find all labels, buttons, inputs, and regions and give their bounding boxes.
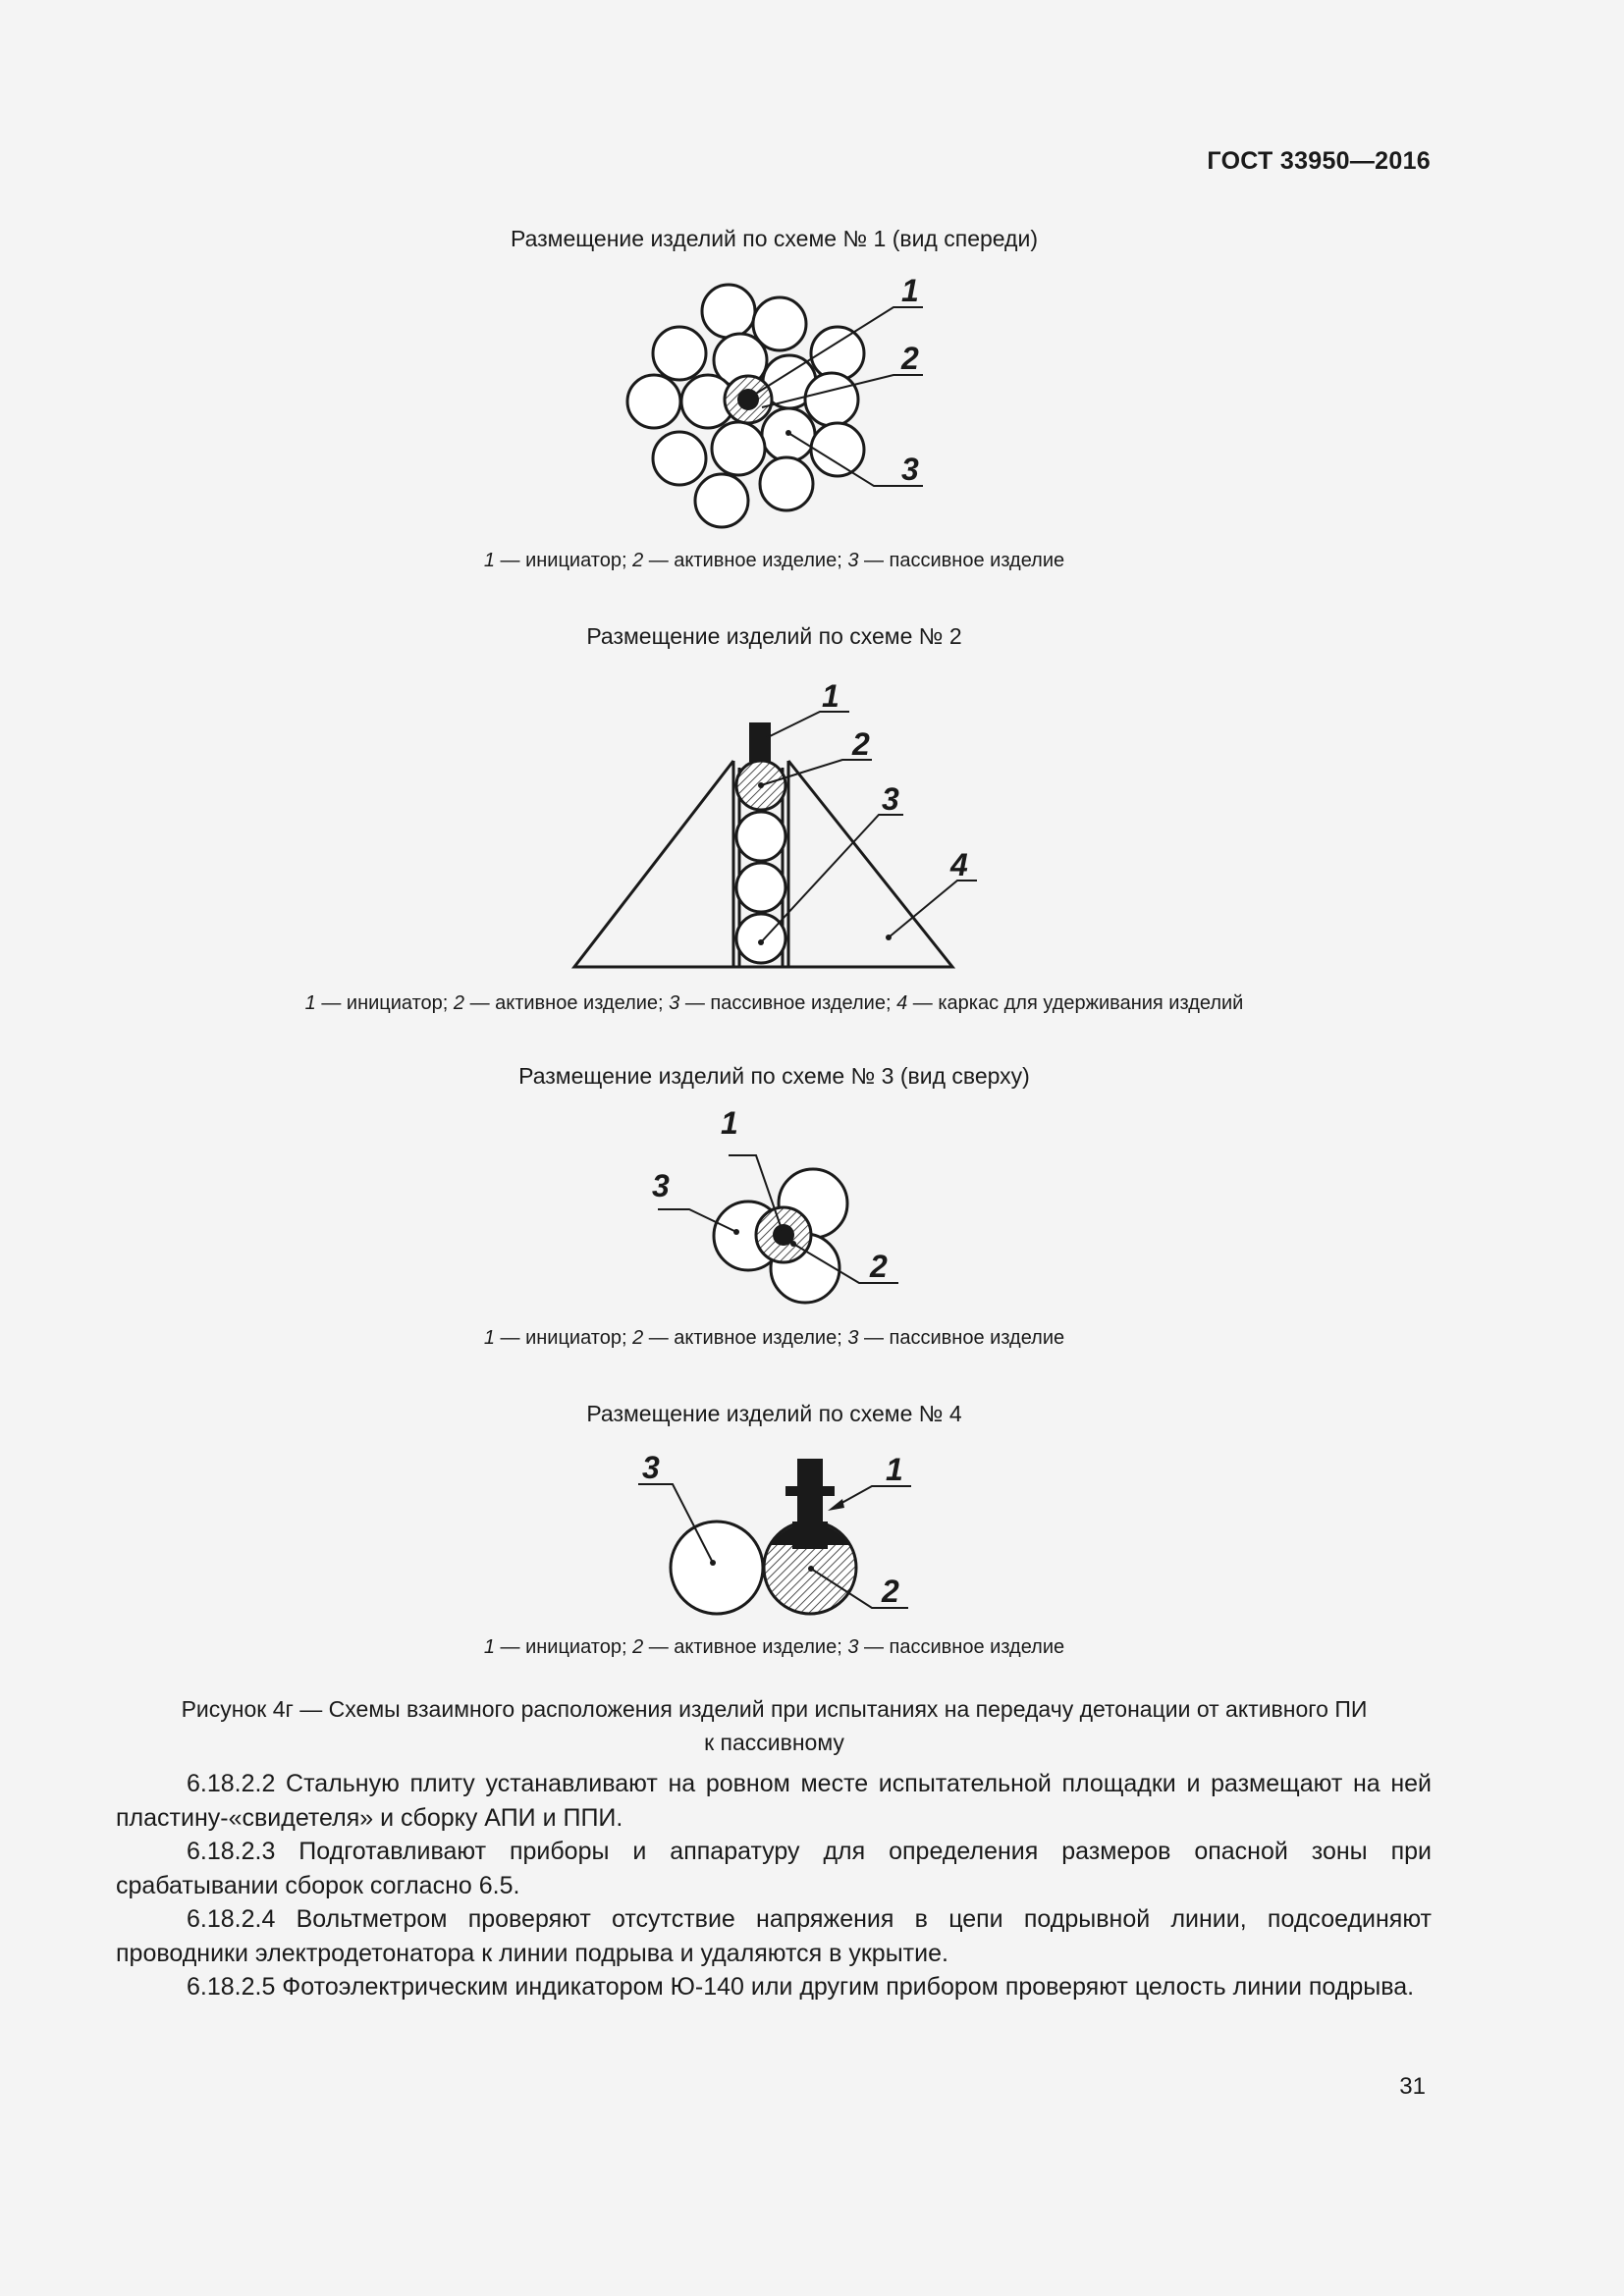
scheme4-figure xyxy=(628,1443,943,1629)
scheme1-passive-item xyxy=(653,432,706,485)
scheme1-passive-item xyxy=(712,422,765,475)
scheme2-passive-item xyxy=(736,812,785,861)
scheme1-passive-item xyxy=(627,375,680,428)
scheme2-passive-item xyxy=(736,914,785,963)
figure-caption-line2: к пассивному xyxy=(704,1730,844,1755)
scheme3-title: Размещение изделий по схеме № 3 (вид сверху) xyxy=(518,1063,1030,1089)
page-number: 31 xyxy=(1399,2073,1426,2100)
scheme2-leader-4 xyxy=(889,881,977,937)
scheme4-legend: 1 — инициатор; 2 — активное изделие; 3 — пассивное изделие xyxy=(483,1636,1065,1658)
scheme1-initiator xyxy=(737,389,759,410)
scheme2-label-4: 4 xyxy=(950,847,968,882)
scheme2-title: Размещение изделий по схеме № 2 xyxy=(586,623,962,649)
scheme2-label-2: 2 xyxy=(852,726,870,762)
scheme1-figure xyxy=(609,265,943,540)
figure-caption-line1: Рисунок 4г — Схемы взаимного расположения изделий при испытаниях на передачу детонации от активного ПИ xyxy=(181,1696,1368,1722)
figure-caption xyxy=(108,1692,1440,1759)
scheme1-passive-item xyxy=(695,474,748,527)
scheme2-label-1: 1 xyxy=(822,678,839,714)
scheme1-legend: 1 — инициатор; 2 — активное изделие; 3 — пассивное изделие xyxy=(483,550,1065,571)
scheme1-label-1: 1 xyxy=(901,273,919,308)
scheme2-leader-1 xyxy=(766,712,849,738)
scheme4-label-2: 2 xyxy=(882,1574,899,1609)
scheme1-label-3: 3 xyxy=(901,452,919,487)
scheme3-label-3: 3 xyxy=(652,1168,670,1203)
scheme1-passive-item xyxy=(760,457,813,510)
scheme4-leader-1 xyxy=(837,1486,911,1506)
scheme2-initiator xyxy=(749,722,771,762)
scheme2-figure xyxy=(565,667,997,982)
paragraph: 6.18.2.5 Фотоэлектрическим индикатором Ю-140 или другим прибором проверяют целость линии подрыва. xyxy=(187,1973,1415,2001)
scheme4-label-1: 1 xyxy=(886,1452,903,1487)
body-text xyxy=(116,1767,1432,2004)
scheme1-passive-item xyxy=(805,373,858,426)
scheme3-figure xyxy=(628,1104,923,1315)
scheme2-legend: 1 — инициатор; 2 — активное изделие; 3 — пассивное изделие; 4 — каркас для удерживания изделий xyxy=(304,992,1244,1014)
scheme2-label-3: 3 xyxy=(882,781,899,817)
paragraph: 6.18.2.2 Стальную плиту устанавливают на ровном месте испытательной площадки и размещают на ней пластину-«свидетеля» и сборку АПИ и ППИ. xyxy=(116,1770,1432,1832)
scheme4-title: Размещение изделий по схеме № 4 xyxy=(586,1401,962,1426)
paragraph: 6.18.2.3 Подготавливают приборы и аппаратуру для определения размеров опасной зоны при срабатывании сборок согласно 6.5. xyxy=(116,1838,1432,1899)
scheme1-passive-item xyxy=(811,423,864,476)
scheme1-label-2: 2 xyxy=(901,341,919,376)
scheme4-passive-item xyxy=(671,1522,763,1614)
scheme1-title: Размещение изделий по схеме № 1 (вид спереди) xyxy=(511,226,1038,251)
scheme3-label-2: 2 xyxy=(870,1249,888,1284)
scheme1-passive-item xyxy=(653,327,706,380)
scheme2-passive-item xyxy=(736,863,785,912)
scheme1-passive-item xyxy=(702,285,755,338)
scheme3-label-1: 1 xyxy=(721,1105,738,1141)
paragraph: 6.18.2.4 Вольтметром проверяют отсутствие напряжения в цепи подрывной линии, подсоединяют проводники электродетонатора к линии подрыва и удаляются в укрытие. xyxy=(116,1905,1432,1967)
scheme4-label-3: 3 xyxy=(642,1450,660,1485)
scheme3-legend: 1 — инициатор; 2 — активное изделие; 3 — пассивное изделие xyxy=(483,1327,1065,1349)
document-id: ГОСТ 33950—2016 xyxy=(1207,147,1431,175)
